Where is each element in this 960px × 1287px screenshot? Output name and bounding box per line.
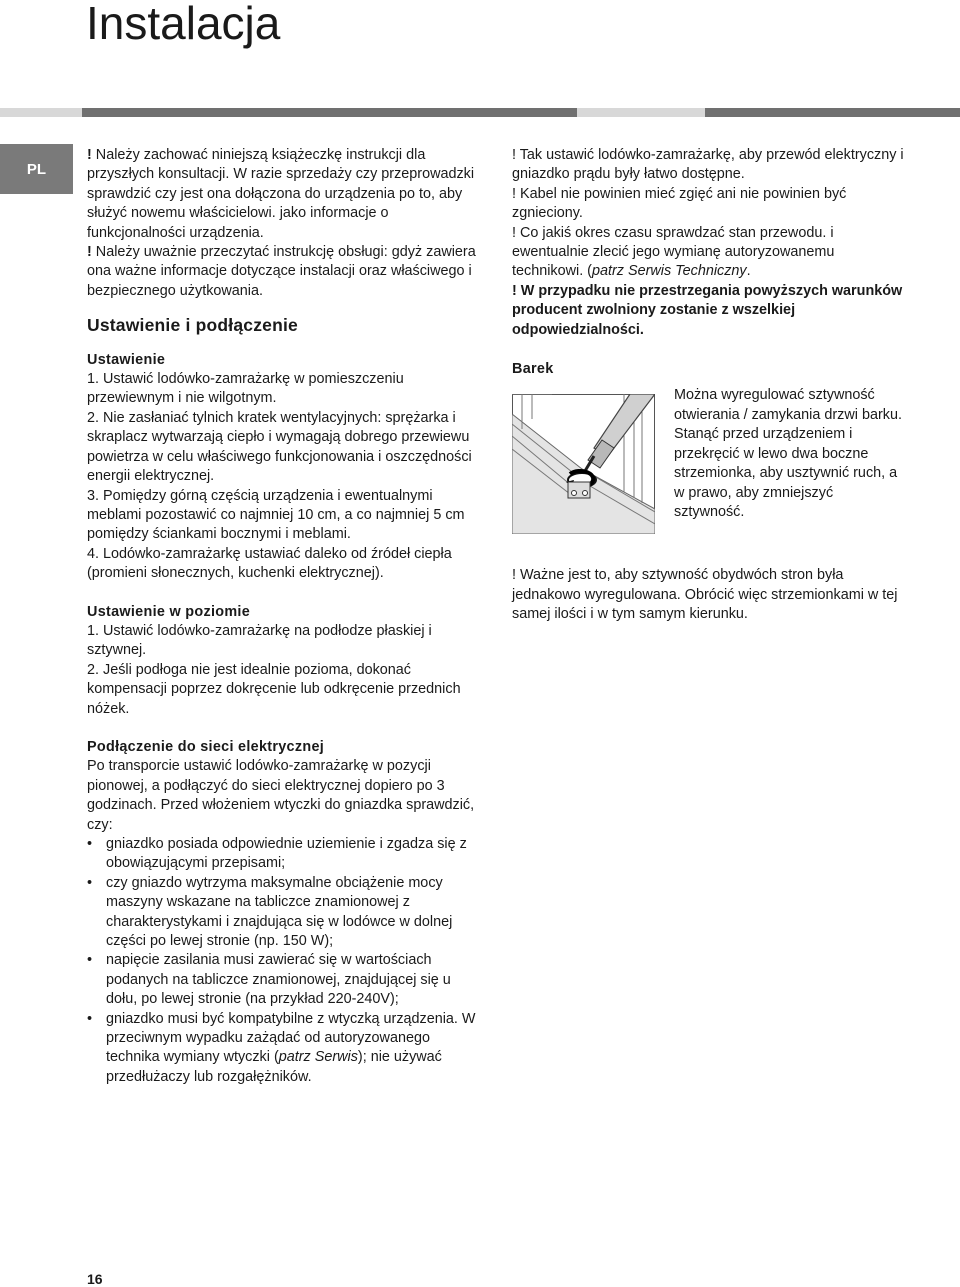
electric-heading: Podłączenie do sieci elektrycznej bbox=[87, 738, 325, 755]
placement-item: 4. Lodówko-zamrażarkę ustawiać daleko od źródeł ciepła (promieni słonecznych, kuchenki elektrycznej). bbox=[87, 545, 452, 582]
cable-note-3: ! Co jakiś okres czasu sprawdzać stan przewodu. i ewentualnie zlecić jego wymianę autoryzowanemu technikowi. (patrz Serwis Techniczny. bbox=[512, 224, 835, 280]
intro-note-1: ! Należy zachować niniejszą książeczkę instrukcji dla przyszłych konsultacji. W razie sprzedaży czy przeprowadzki sprawdzić czy jest ona dołączona do urządzenia po to, aby służyć nowemu właścicielowi. jako informacje o funkcjonalności urządzenia. bbox=[87, 147, 475, 241]
language-tab: PL bbox=[0, 144, 73, 194]
page-title: Instalacja bbox=[86, 0, 281, 49]
leveling-item: 1. Ustawić lodówko-zamrażarkę na podłodze płaskiej i sztywnej. bbox=[87, 622, 432, 659]
leveling-item: 2. Jeśli podłoga nie jest idealnie pozioma, dokonać kompensacji poprzez dokręcenie lub odkręcenie przednich nóżek. bbox=[87, 661, 461, 717]
left-column bbox=[87, 146, 479, 1087]
list-item: • gniazdko musi być kompatybilne z wtyczką urządzenia. W przeciwnym wypadku zażądać od autoryzowanego technika wymiany wtyczki (patrz Serwis); nie używać przedłużaczy lub rozgałężników. bbox=[87, 1010, 479, 1088]
electric-intro: Po transporcie ustawić lodówko-zamrażarkę w pozycji pionowej, a podłączyć do sieci elektrycznej dopiero po 3 godzinach. Przed włożeniem wtyczki do gniazdka sprawdzić, czy: bbox=[87, 758, 475, 833]
barek-description: Można wyregulować sztywność otwierania / zamykania drzwi barku. Stanąć przed urządzeniem i przekręcić w lewo dwa boczne strzemionka, aby usztywnić ruch, a w prawo, aby zmniejszyć sztywność. bbox=[674, 387, 902, 520]
list-item: • gniazdko posiada odpowiednie uziemienie i zgadza się z obowiązującymi przepisami; bbox=[87, 835, 479, 874]
header-rule-dark-left bbox=[82, 108, 577, 117]
cable-note-2: ! Kabel nie powinien mieć zgięć ani nie powinien być zgnieciony. bbox=[512, 185, 847, 222]
placement-heading: Ustawienie bbox=[87, 351, 166, 368]
section-title: Ustawienie i podłączenie bbox=[87, 315, 298, 336]
barek-heading: Barek bbox=[512, 361, 554, 378]
placement-item: 1. Ustawić lodówko-zamrażarkę w pomieszczeniu przewiewnym i nie wilgotnym. bbox=[87, 371, 404, 407]
header-rule-dark-right bbox=[705, 108, 960, 117]
barek-final-note: ! Ważne jest to, aby sztywność obydwóch stron była jednakowo wyregulowana. Obrócić więc strzemionkami w tej samej ilości i w tym samym kierunku. bbox=[512, 567, 898, 623]
cable-note-1: ! Tak ustawić lodówko-zamrażarkę, aby przewód elektryczny i gniazdko prądu były łatwo dostępne. bbox=[512, 147, 904, 183]
right-column bbox=[512, 146, 904, 625]
list-item: • czy gniazdo wytrzyma maksymalne obciążenie mocy maszyny wskazane na tabliczce znamionowej z charakterystykami i znajdująca się w lodówce w dolnej części po lewej stronie (np. 150 W); bbox=[87, 874, 479, 952]
intro-note-2: ! Należy uważnie przeczytać instrukcję obsługi: gdyż zawiera ona ważne informacje dotyczące instalacji oraz właściwego i bezpiecznego użytkowania. bbox=[87, 244, 476, 299]
electric-requirements-list bbox=[87, 835, 479, 1087]
liability-note: ! W przypadku nie przestrzegania powyższych warunków producent zwolniony zostanie z wszelkiej odpowiedzialności. bbox=[512, 282, 903, 338]
leveling-heading: Ustawienie w poziomie bbox=[87, 603, 251, 620]
page-number: 16 bbox=[87, 1271, 103, 1287]
list-item: • napięcie zasilania musi zawierać się w wartościach podanych na tabliczce znamionowej, znajdującej się u dołu, po lewej stronie (na przykład 220-240V); bbox=[87, 951, 479, 1009]
bar-hinge-illustration bbox=[512, 394, 655, 534]
placement-item: 3. Pomiędzy górną częścią urządzenia i ewentualnymi meblami pozostawić co najmniej 10 cm, a co najmniej 5 cm pomiędzy ściankami bocznymi i meblami. bbox=[87, 487, 465, 543]
placement-item: 2. Nie zasłaniać tylnich kratek wentylacyjnych: sprężarka i skraplacz wytwarzają ciepło i wymagają dobrego przewiewu powietrza w celu właściwego funkcjonowania i oszczędności energii elektrycznej. bbox=[87, 409, 472, 485]
barek-section bbox=[512, 387, 904, 554]
